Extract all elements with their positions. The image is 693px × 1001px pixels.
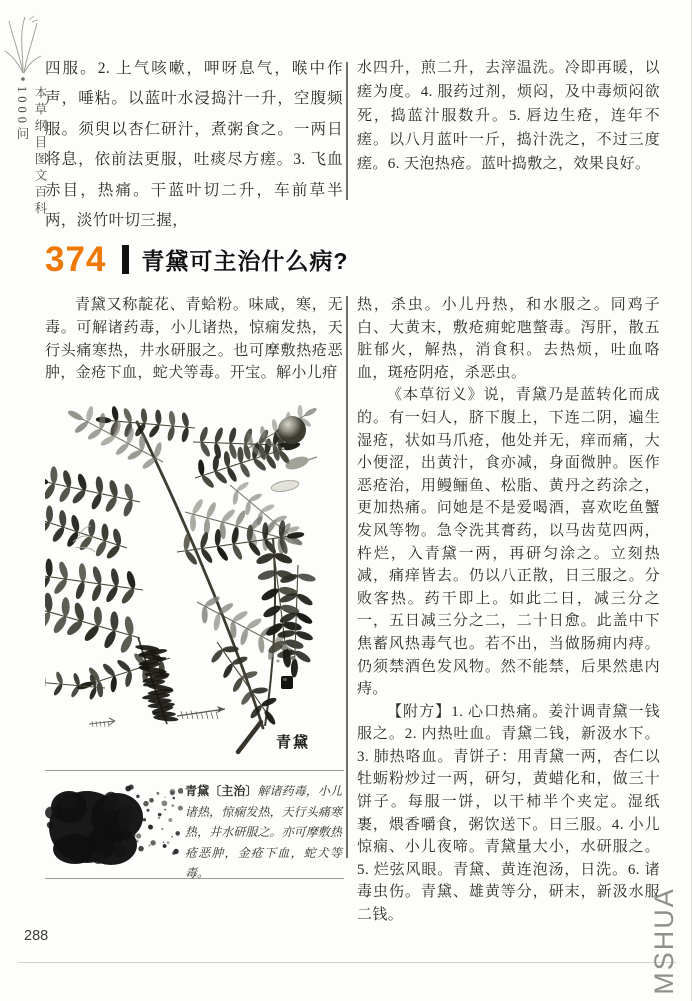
column-divider-top: [346, 62, 348, 200]
plant-illustration: [45, 390, 345, 765]
section-number: 374: [45, 239, 107, 279]
footer-rule: [18, 962, 676, 963]
grass-sketch-icon: [2, 10, 44, 86]
main-treats-label: 〔主治〕: [209, 784, 258, 798]
figure-caption: 青黛: [276, 734, 311, 751]
header-bar-icon: [122, 245, 129, 274]
top-right-paragraph: 水四升，煎二升，去滓温洗。冷即再暖，以瘥为度。4. 服药过剂，烦闷，及中毒烦闷欲死，捣蓝汁服数升。5. 唇边生疮，连年不瘥。以八月蓝叶一斤，捣汁洗之，不过三度瘥。6. 天泡热疮。蓝叶捣敷之，效果良好。: [357, 60, 660, 172]
top-text-right-column: [357, 56, 660, 176]
article-paragraph: 《本草衍义》说，青黛乃是蓝转化而成的。有一妇人，脐下腹上，下连二阴，遍生湿疮，状如马爪疮，他处并无，痒而痛，大小便涩，出黄汁，食亦减，身面微肿。医作恶疮治，用鳗鲡鱼、松脂、黄丹之药涂之，更加热痛。问她是不是爱喝酒，喜欢吃鱼蟹发风等物。急令洗其膏药，以马齿苋四两，杵烂，入青黛一两，再研匀涂之。立刻热减，痛痒皆去。仍以八正散，日三服之。分败客热。药干即上。如此二日，减三分之一，五日减三分之二，二十日愈。此盖中下焦蓄风热毒气也。若不出，当做肠痈内痔。仍须禁酒色发风物。然不能禁，后果然患内痔。: [357, 387, 660, 698]
section-header: [45, 236, 645, 282]
top-left-paragraph: 四服。2. 上气咳嗽，呷呀息气，喉中作声，唾粘。以蓝叶水浸捣汁一升，空腹频服。须臾以杏仁研汁，煮粥食之。一两日将息，依前法更服，吐痰尽方瘥。3. 飞血赤目，热痛。干蓝叶切二升，车前草半两，淡竹叶切三握，: [45, 60, 343, 230]
ink-blot-illustration: [45, 779, 183, 871]
article-right-column: [357, 294, 660, 927]
article-paragraph: 热，杀虫。小儿丹热，和水服之。同鸡子白、大黄末，敷疮痈蛇虺螫毒。泻肝，散五脏郁火，解热，消食积。去热烦，吐血咯血，斑疮阴疮，杀恶虫。: [357, 297, 660, 381]
indigo-plant-drawing: [45, 390, 345, 765]
info-box: [45, 770, 344, 879]
article-left-column: [45, 294, 343, 385]
info-box-text-block: [185, 781, 342, 884]
section-title: 青黛可主治什么病?: [141, 247, 349, 274]
top-text-left-column: [45, 54, 343, 236]
book-spine-title: 本草纲目图文百科1000问: [15, 86, 47, 218]
column-divider-body: [346, 296, 348, 858]
article-paragraph: 【附方】1. 心口热痛。姜汁调青黛一钱服之。2. 内热吐血。青黛二钱，新汲水下。3. 肺热咯血。青饼子：用青黛一两，杏仁以牡蛎粉炒过一两，研匀，黄蜡化和，做三十饼子。每服一饼，以干柿半个夹定。湿纸裹，煨香嚼食，粥饮送下。日三服。4. 小儿惊痫、小儿夜啼。青黛量大小，水研服之。5. 烂弦风眼。青黛、黄连泡汤，日洗。6. 诸毒虫伤。青黛、雄黄等分，研末，新汲水服二钱。: [357, 703, 660, 924]
page-number: 288: [24, 928, 49, 944]
watermark-text: MSHUA: [649, 887, 679, 995]
info-box-text: 解诸药毒，小儿诸热，惊痫发热，天行头痛寒热，井水研服之。亦可摩敷热疮恶肿，金疮下血，蛇犬等毒。: [185, 784, 342, 880]
page-edge-line: [691, 0, 692, 1001]
article-paragraph: 青黛又称靛花、青蛤粉。味咸，寒，无毒。可解诸药毒，小儿诸热，惊痫发热，天行头痛寒热，井水研服之。也可摩敷热疮恶肿，金疮下血，蛇犬等毒。开宝。解小儿疳: [45, 297, 343, 382]
info-box-title: 青黛: [185, 784, 210, 798]
